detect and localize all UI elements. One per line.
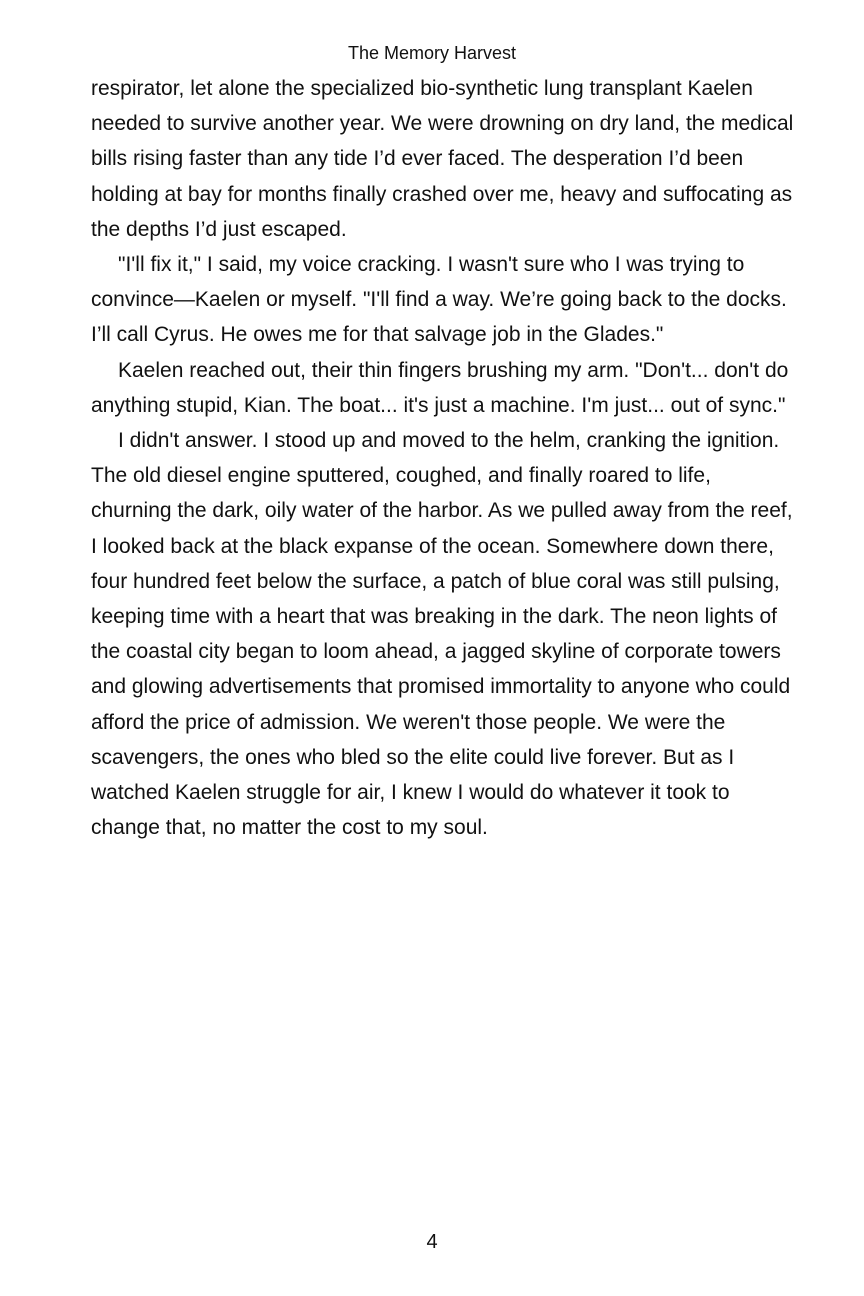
paragraph: Kaelen reached out, their thin fingers brushing my arm. "Don't... don't do anything stupid, Kian. The boat... it's just a machine. I'm just... out of sync."	[91, 358, 789, 417]
page-number: 4	[426, 1231, 438, 1253]
running-header-title: The Memory Harvest	[347, 43, 517, 63]
paragraph: "I'll fix it," I said, my voice cracking. I wasn't sure who I was trying to convince—Kaelen or myself. "I'll find a way. We’re going back to the docks. I’ll call Cyrus. He owes me for that salvage job in the Glades."	[91, 253, 787, 347]
paragraph-continuation: respirator, let alone the specialized bio-synthetic lung transplant Kaelen needed to survive another year. We were drowning on dry land, the medical bills rising faster than any tide I’d ever faced. The desperation I’d been holding at bay for months finally crashed over me, heavy and suffocating as the depths I’d just escaped.	[91, 77, 794, 241]
paragraph: I didn't answer. I stood up and moved to the helm, cranking the ignition. The old diesel engine sputtered, coughed, and finally roared to life, churning the dark, oily water of the harbor. As we pulled away from the reef, I looked back at the black expanse of the ocean. Somewhere down there, four hundred feet below the surface, a patch of blue coral was still pulsing, keeping time with a heart that was breaking in the dark. The neon lights of the coastal city began to loom ahead, a jagged skyline of corporate towers and glowing advertisements that promised immortality to anyone who could afford the price of admission. We weren't those people. We were the scavengers, the ones who bled so the elite could live forever. But as I watched Kaelen struggle for air, I knew I would do whatever it took to change that, no matter the cost to my soul.	[91, 429, 793, 840]
body-text	[91, 71, 795, 845]
